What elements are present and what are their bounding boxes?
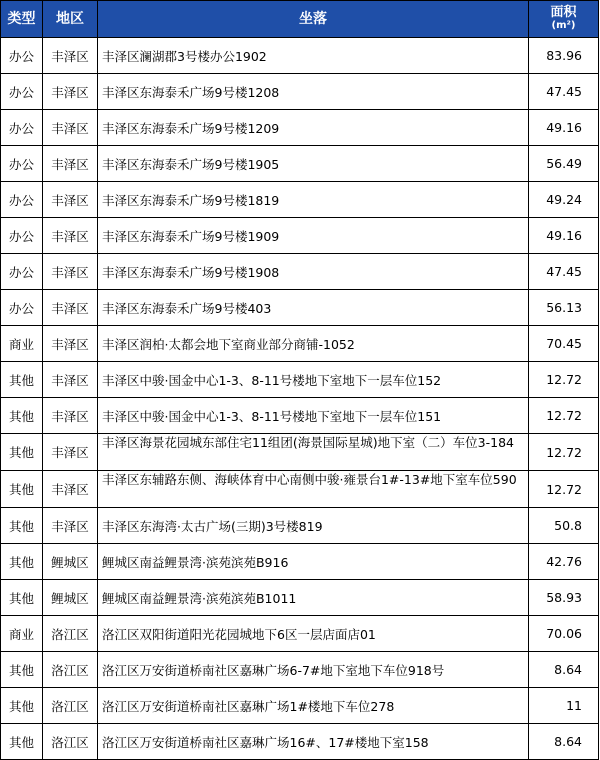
cell-type: 其他 (1, 544, 43, 580)
cell-type: 其他 (1, 688, 43, 724)
table-row (1, 362, 599, 398)
cell-area: 83.96 (529, 38, 599, 74)
cell-area: 70.45 (529, 326, 599, 362)
cell-address: 丰泽区东海泰禾广场9号楼1909 (98, 218, 529, 254)
table-row (1, 398, 599, 434)
header-type: 类型 (1, 1, 43, 38)
cell-type: 其他 (1, 398, 43, 434)
cell-type: 办公 (1, 74, 43, 110)
table-row (1, 218, 599, 254)
cell-district: 鲤城区 (43, 544, 98, 580)
cell-address: 丰泽区东海泰禾广场9号楼1819 (98, 182, 529, 218)
cell-area: 49.24 (529, 182, 599, 218)
cell-address: 丰泽区东海泰禾广场9号楼1208 (98, 74, 529, 110)
cell-address: 鲤城区南益鲤景湾·滨苑滨苑B916 (98, 544, 529, 580)
cell-district: 丰泽区 (43, 290, 98, 326)
cell-type: 办公 (1, 110, 43, 146)
cell-type: 商业 (1, 326, 43, 362)
table-row (1, 544, 599, 580)
cell-area: 49.16 (529, 218, 599, 254)
header-district: 地区 (43, 1, 98, 38)
cell-type: 其他 (1, 580, 43, 616)
cell-district: 丰泽区 (43, 471, 98, 508)
cell-district: 丰泽区 (43, 38, 98, 74)
cell-address: 洛江区万安街道桥南社区嘉琳广场16#、17#楼地下室158 (98, 724, 529, 760)
cell-address: 丰泽区海景花园城东部住宅11组团(海景国际星城)地下室（二）车位3-184 (98, 434, 529, 471)
header-row (1, 1, 599, 38)
cell-district: 丰泽区 (43, 398, 98, 434)
cell-address: 鲤城区南益鲤景湾·滨苑滨苑B1011 (98, 580, 529, 616)
cell-address: 丰泽区中骏·国金中心1-3、8-11号楼地下室地下一层车位151 (98, 398, 529, 434)
table-row (1, 290, 599, 326)
table-row (1, 434, 599, 471)
cell-type: 办公 (1, 182, 43, 218)
cell-address: 丰泽区润柏·太都会地下室商业部分商铺-1052 (98, 326, 529, 362)
cell-address: 洛江区双阳街道阳光花园城地下6区一层店面店01 (98, 616, 529, 652)
cell-address: 洛江区万安街道桥南社区嘉琳广场6-7#地下室地下车位918号 (98, 652, 529, 688)
cell-type: 办公 (1, 146, 43, 182)
cell-area: 70.06 (529, 616, 599, 652)
table-row (1, 508, 599, 544)
table-row (1, 110, 599, 146)
table-row (1, 38, 599, 74)
cell-type: 办公 (1, 290, 43, 326)
table-row (1, 326, 599, 362)
cell-address: 丰泽区东海泰禾广场9号楼1905 (98, 146, 529, 182)
cell-district: 洛江区 (43, 652, 98, 688)
cell-address: 丰泽区东海泰禾广场9号楼1209 (98, 110, 529, 146)
header-area-label: 面积 (550, 5, 577, 20)
table-row (1, 182, 599, 218)
cell-district: 丰泽区 (43, 508, 98, 544)
cell-address: 丰泽区东海泰禾广场9号楼1908 (98, 254, 529, 290)
header-address: 坐落 (98, 1, 529, 38)
table-row (1, 580, 599, 616)
cell-address: 洛江区万安街道桥南社区嘉琳广场1#楼地下车位278 (98, 688, 529, 724)
cell-address: 丰泽区东海湾·太古广场(三期)3号楼819 (98, 508, 529, 544)
cell-area: 8.64 (529, 724, 599, 760)
cell-district: 丰泽区 (43, 182, 98, 218)
cell-address: 丰泽区中骏·国金中心1-3、8-11号楼地下室地下一层车位152 (98, 362, 529, 398)
cell-type: 其他 (1, 362, 43, 398)
cell-type: 其他 (1, 434, 43, 471)
cell-area: 12.72 (529, 398, 599, 434)
cell-address: 丰泽区东辅路东侧、海峡体育中心南侧中骏·雍景台1#-13#地下室车位590 (98, 471, 529, 508)
cell-district: 洛江区 (43, 688, 98, 724)
table-row (1, 652, 599, 688)
cell-district: 丰泽区 (43, 218, 98, 254)
cell-district: 丰泽区 (43, 434, 98, 471)
cell-district: 洛江区 (43, 616, 98, 652)
table-row (1, 724, 599, 760)
cell-area: 50.8 (529, 508, 599, 544)
cell-type: 办公 (1, 218, 43, 254)
cell-district: 丰泽区 (43, 74, 98, 110)
cell-type: 商业 (1, 616, 43, 652)
cell-area: 56.49 (529, 146, 599, 182)
cell-area: 12.72 (529, 434, 599, 471)
cell-type: 其他 (1, 471, 43, 508)
cell-type: 办公 (1, 254, 43, 290)
cell-area: 58.93 (529, 580, 599, 616)
cell-type: 办公 (1, 38, 43, 74)
cell-type: 其他 (1, 652, 43, 688)
table-row (1, 616, 599, 652)
cell-district: 丰泽区 (43, 326, 98, 362)
cell-district: 鲤城区 (43, 580, 98, 616)
cell-area: 12.72 (529, 362, 599, 398)
cell-type: 其他 (1, 724, 43, 760)
header-area-unit: (m²) (551, 20, 576, 31)
cell-area: 12.72 (529, 471, 599, 508)
table-row (1, 74, 599, 110)
table-row (1, 688, 599, 724)
cell-address: 丰泽区东海泰禾广场9号楼403 (98, 290, 529, 326)
cell-area: 49.16 (529, 110, 599, 146)
cell-area: 11 (529, 688, 599, 724)
header-area (529, 1, 599, 38)
cell-area: 42.76 (529, 544, 599, 580)
table-row (1, 471, 599, 508)
table-body (1, 38, 599, 760)
cell-area: 8.64 (529, 652, 599, 688)
cell-district: 丰泽区 (43, 110, 98, 146)
cell-district: 丰泽区 (43, 254, 98, 290)
cell-district: 丰泽区 (43, 146, 98, 182)
cell-area: 47.45 (529, 74, 599, 110)
table-row (1, 254, 599, 290)
cell-type: 其他 (1, 508, 43, 544)
cell-area: 56.13 (529, 290, 599, 326)
cell-district: 洛江区 (43, 724, 98, 760)
table-row (1, 146, 599, 182)
cell-address: 丰泽区澜湖郡3号楼办公1902 (98, 38, 529, 74)
cell-district: 丰泽区 (43, 362, 98, 398)
cell-area: 47.45 (529, 254, 599, 290)
